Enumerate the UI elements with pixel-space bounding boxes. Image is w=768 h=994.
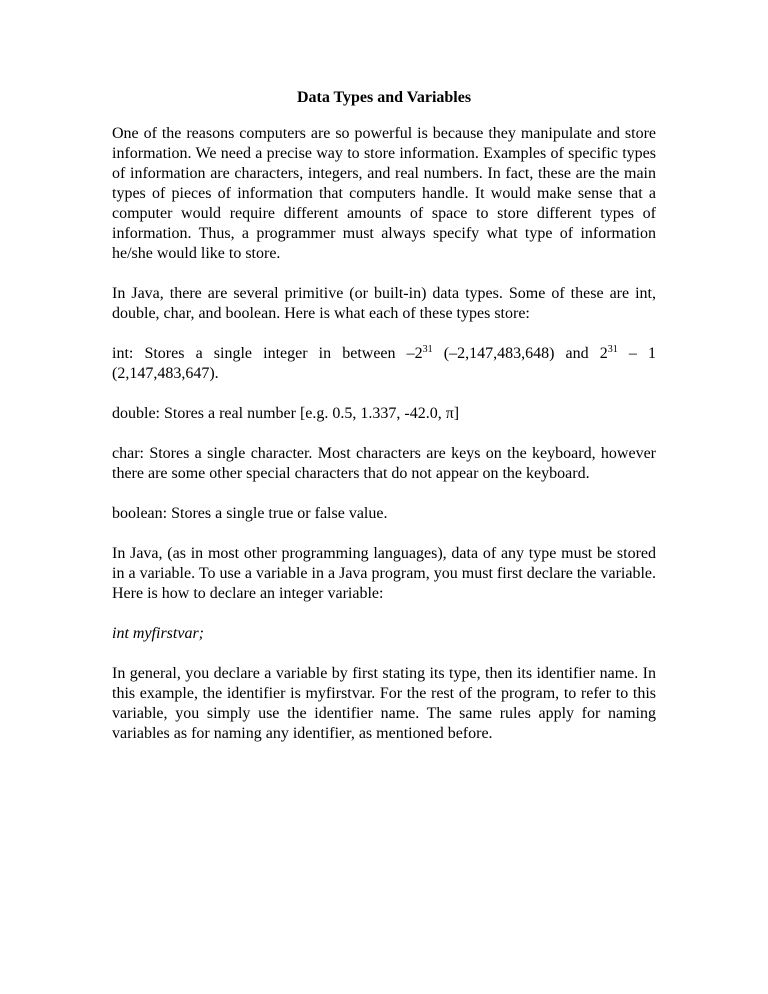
double-description: double: Stores a real number [e.g. 0.5, 1.337, -42.0, π] <box>112 405 460 422</box>
identifier-paragraph: In general, you declare a variable by first stating its type, then its identifier name. In this example, the identifier is myfirstvar. For the rest of the program, to refer to this variable, you simply use the identifier name. The same rules apply for naming variables as for naming any identifier, as mentioned before. <box>112 665 656 742</box>
exponent-2: 31 <box>607 344 618 355</box>
primitive-types-paragraph: In Java, there are several primitive (or built-in) data types. Some of these are int, double, char, and boolean. Here is what each of these types store: <box>112 285 656 322</box>
variables-paragraph: In Java, (as in most other programming languages), data of any type must be stored in a variable. To use a variable in a Java program, you must first declare the variable. Here is how to declare an integer variable: <box>112 545 656 602</box>
int-text-b: (–2,147,483,648) and 2 <box>432 345 608 362</box>
exponent-1: 31 <box>422 344 433 355</box>
page-title: Data Types and Variables <box>296 89 472 106</box>
int-text-c: – 1 (2,147,483,647). <box>112 345 656 382</box>
boolean-description: boolean: Stores a single true or false value. <box>112 505 388 522</box>
int-description <box>112 344 656 384</box>
int-text-a: int: Stores a single integer in between –2 <box>112 345 423 362</box>
char-description: char: Stores a single character. Most characters are keys on the keyboard, however there are some other special characters that do not appear on the keyboard. <box>112 445 656 482</box>
intro-paragraph: One of the reasons computers are so powerful is because they manipulate and store information. We need a precise way to store information. Examples of specific types of information are characters, integers, and real numbers. In fact, these are the main types of pieces of information that computers handle. It would make sense that a computer would require different amounts of space to store different types of information. Thus, a programmer must always specify what type of information he/she would like to store. <box>112 125 656 262</box>
code-example: int myfirstvar; <box>112 625 204 642</box>
